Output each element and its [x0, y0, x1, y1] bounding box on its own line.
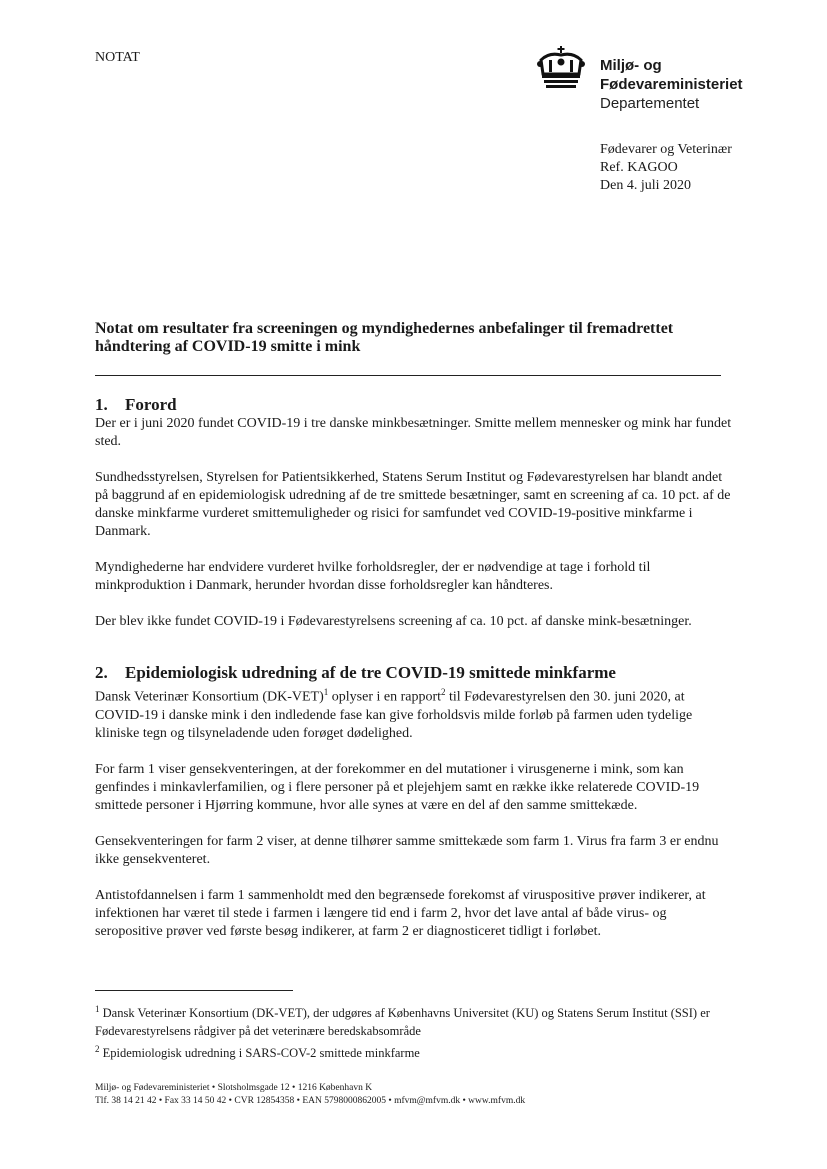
intro-part-b: oplyser i en rapport: [328, 689, 442, 705]
section-forord: [95, 395, 735, 631]
document-meta: [600, 141, 732, 195]
paragraph: Der er i juni 2020 fundet COVID-19 i tre danske minkbesætninger. Smitte mellem mennesker og mink har fundet sted.: [95, 416, 732, 449]
paragraph: Sundhedsstyrelsen, Styrelsen for Patientsikkerhed, Statens Serum Institut og Fødevarestyrelsen har blandt andet på baggrund af en epidemiologisk udredning af de tre smittede besætninger, samt en screening af ca. 10 pct. af de danske minkfarme vurderet smittemuligheder og risici for samfundet ved COVID-19-positive minkfarme i Danmark.: [95, 470, 731, 539]
page-title: Notat om resultater fra screeningen og myndighedernes anbefalinger til fremadrettet håndtering af COVID-19 smitte i mink: [95, 320, 674, 355]
footnote-text: Dansk Veterinær Konsortium (DK-VET), der udgøres af Københavns Universitet (KU) og Statens Serum Institut (SSI) er Fødevarestyrelsens rådgiver på det veterinære beredskabsområde: [95, 1006, 710, 1039]
meta-office: Fødevarer og Veterinær: [600, 142, 732, 157]
footnote-2: [95, 1040, 735, 1062]
footnote-ref-2[interactable]: 2: [441, 687, 446, 697]
ministry-department: Departementet: [600, 95, 700, 112]
intro-part-a: Dansk Veterinær Konsortium (DK-VET): [95, 689, 324, 705]
footnote-text: Epidemiologisk udredning i SARS-COV-2 smittede minkfarme: [102, 1046, 420, 1061]
section-title: Forord: [125, 395, 177, 414]
ministry-line-1: Miljø- og: [600, 57, 662, 74]
footnote-ref-1[interactable]: 1: [323, 687, 329, 697]
footnote-1: [95, 1000, 735, 1040]
section-heading: [95, 395, 735, 415]
footnote-mark: 1: [95, 1004, 100, 1014]
meta-date: Den 4. juli 2020: [600, 178, 691, 193]
section-heading: [95, 663, 735, 683]
section-epidemiology: [95, 663, 735, 941]
intro-part-c: til Fødevarestyrelsen den 30. juni 2020, at COVID-19 i danske mink i den indledende fase kan give forholdsvis milde forløb på farmen uden tydelige kliniske tegn og tilsyneladende uden forøget dødelighed.: [95, 689, 693, 741]
meta-reference: Ref. KAGOO: [600, 160, 678, 175]
footnote-mark: 2: [95, 1044, 100, 1055]
paragraph: [95, 683, 735, 743]
section-number: 1.: [95, 395, 108, 414]
document-type-label: NOTAT: [95, 50, 140, 65]
title-divider: [95, 375, 721, 376]
footer-address: Miljø- og Fødevareministeriet • Slotsholmsgade 12 • 1216 København K: [95, 1083, 373, 1093]
crown-logo-icon: [535, 46, 587, 92]
paragraph: Der blev ikke fundet COVID-19 i Fødevarestyrelsens screening af ca. 10 pct. af danske mink-besætninger.: [95, 614, 692, 629]
footer-contact: Tlf. 38 14 21 42 • Fax 33 14 50 42 • CVR 12854358 • EAN 5798000862005 • mfvm@mfvm.dk • www.mfvm.dk: [95, 1096, 526, 1106]
paragraph: Myndighederne har endvidere vurderet hvilke forholdsregler, der er nødvendige at tage i forhold til minkproduktion i Danmark, herunder hvordan disse forholdsregler kan håndteres.: [95, 560, 651, 593]
page-footer: [95, 1082, 525, 1108]
section-number: 2.: [95, 663, 108, 682]
paragraph: Gensekventeringen for farm 2 viser, at denne tilhører samme smittekæde som farm 1. Virus fra farm 3 er endnu ikke gensekventeret.: [95, 833, 719, 867]
paragraph: Antistofdannelsen i farm 1 sammenholdt med den begrænsede forekomst af viruspositive prøver indikerer, at infektionen har været til stede i farmen i længere tid end i farm 2, hvor det lave antal af både virus- og seropositive prøver ved første besøg indikerer, at farm 2 er diagnosticeret tidligt i forløbet.: [95, 887, 706, 939]
footnote-divider: [95, 990, 293, 991]
section-title: Epidemiologisk udredning af de tre COVID-19 smittede minkfarme: [125, 663, 616, 682]
paragraph: For farm 1 viser gensekventeringen, at der forekommer en del mutationer i virusgenerne i mink, som kan genfindes i minkavlerfamilien, og i flere personer på et plejehjem samt en række ikke relaterede COVID-19 smittede personer i Hjørring kommune, hvor alle synes at være en del af den samme smittekæde.: [95, 761, 700, 813]
ministry-line-2: Fødevareministeriet: [600, 76, 743, 93]
ministry-name: [600, 56, 743, 113]
footnotes: [95, 1000, 735, 1062]
